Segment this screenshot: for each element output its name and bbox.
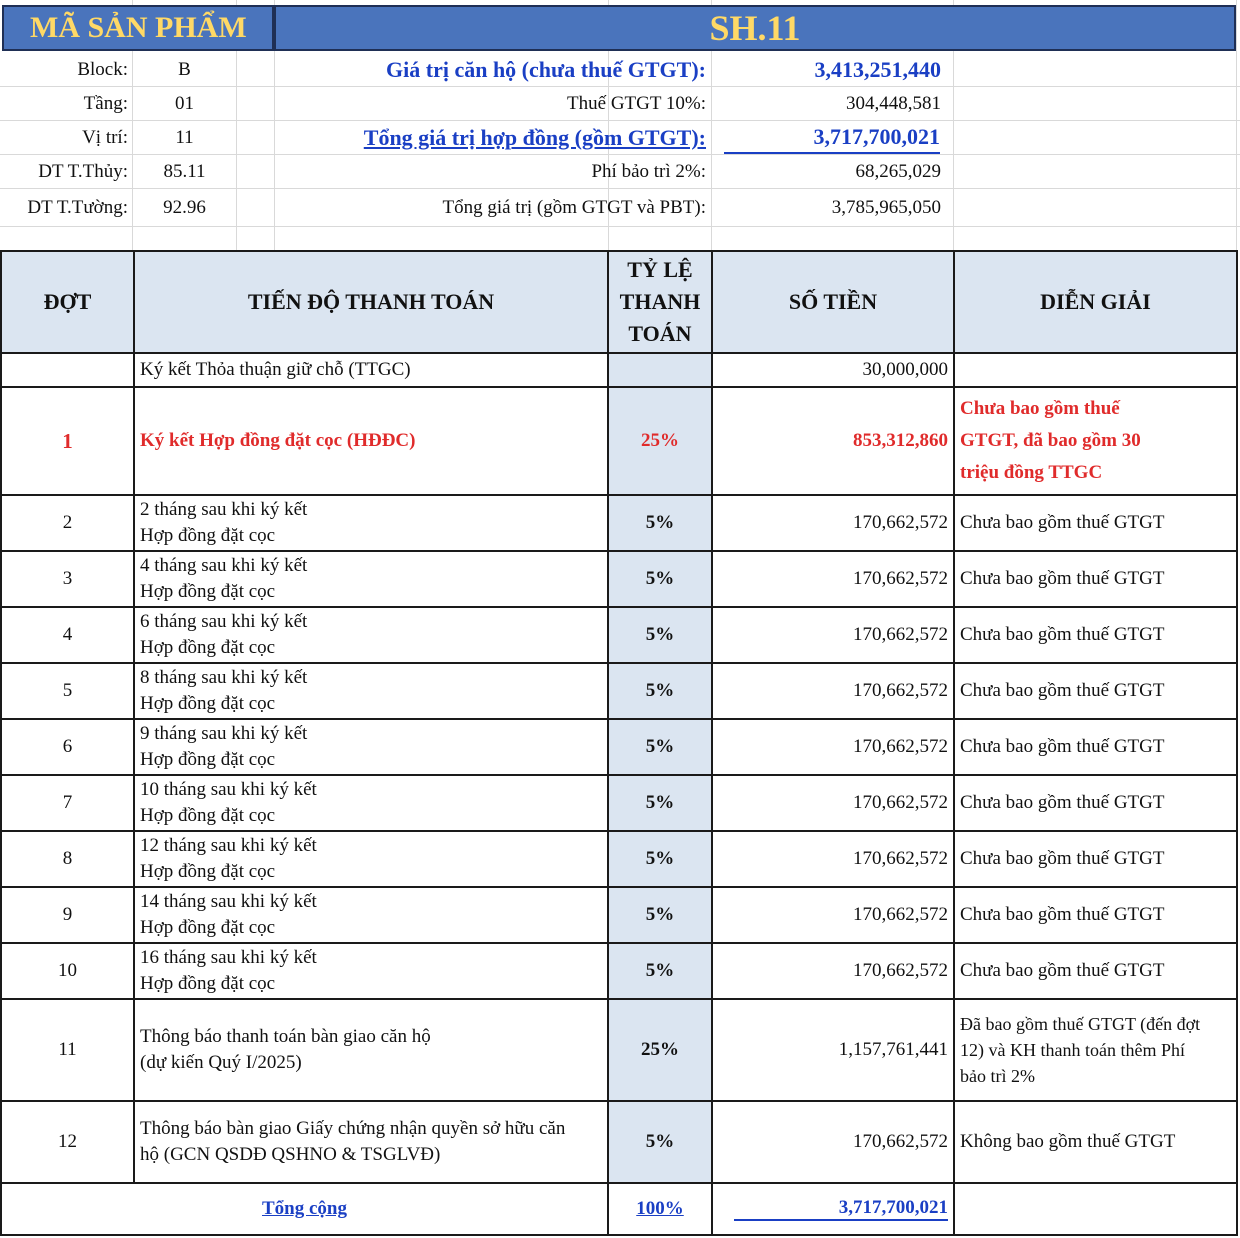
cell-step: Ký kết Hợp đồng đặt cọc (HĐĐC) bbox=[134, 387, 608, 495]
header-dot: ĐỢT bbox=[1, 251, 134, 353]
price-value-base: 3,413,251,440 bbox=[814, 57, 941, 82]
table-row bbox=[1, 607, 1237, 663]
step-line: Hợp đồng đặt cọc bbox=[140, 805, 276, 826]
gridline bbox=[0, 120, 1240, 121]
cell-desc: Không bao gồm thuế GTGT bbox=[954, 1101, 1237, 1183]
price-label-base: Giá trị căn hộ (chưa thuế GTGT): bbox=[386, 57, 706, 82]
step-line: 2 tháng sau khi ký kết bbox=[140, 499, 308, 520]
cell-desc: Chưa bao gồm thuế GTGT bbox=[954, 495, 1237, 551]
table-row bbox=[1, 663, 1237, 719]
info-value-block: B bbox=[178, 59, 191, 80]
cell-rate: 5% bbox=[608, 775, 712, 831]
cell-step bbox=[134, 831, 608, 887]
step-line: (dự kiến Quý I/2025) bbox=[140, 1052, 302, 1073]
info-value-floor: 01 bbox=[175, 93, 194, 114]
table-row-reservation bbox=[1, 353, 1237, 387]
step-line: Hợp đồng đặt cọc bbox=[140, 917, 276, 938]
cell-amount: 170,662,572 bbox=[712, 831, 954, 887]
cell-dot: 10 bbox=[1, 943, 134, 999]
payment-schedule-table bbox=[0, 250, 1238, 1236]
cell-step bbox=[134, 495, 608, 551]
table-row bbox=[1, 887, 1237, 943]
cell-dot: 3 bbox=[1, 551, 134, 607]
info-label-area-inner: DT T.Thủy: bbox=[38, 161, 128, 182]
table-row-installment-11 bbox=[1, 999, 1237, 1101]
product-code-value: SH.11 bbox=[274, 5, 1236, 51]
header-amount: SỐ TIỀN bbox=[712, 251, 954, 353]
gridline bbox=[0, 154, 1240, 155]
gridline bbox=[1236, 0, 1237, 250]
cell-amount: 853,312,860 bbox=[712, 387, 954, 495]
step-line: Hợp đồng đặt cọc bbox=[140, 693, 276, 714]
cell-amount: 170,662,572 bbox=[712, 1101, 954, 1183]
step-line: Thông báo bàn giao Giấy chứng nhận quyền sở hữu căn bbox=[140, 1118, 566, 1139]
cell-desc: Chưa bao gồm thuế GTGT bbox=[954, 719, 1237, 775]
cell-desc bbox=[954, 353, 1237, 387]
cell-dot: 9 bbox=[1, 887, 134, 943]
header-rate-line: TOÁN bbox=[628, 321, 692, 346]
step-line: 12 tháng sau khi ký kết bbox=[140, 835, 317, 856]
table-row bbox=[1, 551, 1237, 607]
cell-rate: 25% bbox=[608, 999, 712, 1101]
cell-dot: 12 bbox=[1, 1101, 134, 1183]
step-line: Hợp đồng đặt cọc bbox=[140, 525, 276, 546]
price-value-contract-total: 3,717,700,021 bbox=[724, 122, 940, 154]
step-line: 6 tháng sau khi ký kết bbox=[140, 611, 308, 632]
cell-step bbox=[134, 999, 608, 1101]
total-amount-cell bbox=[712, 1183, 954, 1235]
info-value-position: 11 bbox=[175, 127, 194, 148]
step-line: Hợp đồng đặt cọc bbox=[140, 637, 276, 658]
cell-amount: 170,662,572 bbox=[712, 887, 954, 943]
cell-desc: Chưa bao gồm thuế GTGT bbox=[954, 887, 1237, 943]
cell-rate: 5% bbox=[608, 887, 712, 943]
info-label-position: Vị trí: bbox=[82, 127, 128, 148]
step-line: Hợp đồng đặt cọc bbox=[140, 861, 276, 882]
table-row bbox=[1, 719, 1237, 775]
cell-rate: 5% bbox=[608, 943, 712, 999]
total-label: Tổng cộng bbox=[1, 1183, 608, 1235]
cell-step bbox=[134, 1101, 608, 1183]
info-label-area-wall: DT T.Tường: bbox=[27, 197, 128, 218]
step-line: Hợp đồng đặt cọc bbox=[140, 749, 276, 770]
product-code-label: MÃ SẢN PHẨM bbox=[2, 5, 274, 51]
price-value-vat: 304,448,581 bbox=[846, 93, 941, 114]
info-label-floor: Tầng: bbox=[83, 93, 128, 114]
cell-rate bbox=[608, 353, 712, 387]
step-line: Hợp đồng đặt cọc bbox=[140, 973, 276, 994]
header-rate-line: THANH bbox=[619, 289, 701, 314]
cell-dot: 6 bbox=[1, 719, 134, 775]
desc-line: Chưa bao gồm thuế bbox=[960, 398, 1120, 419]
header-desc: DIỄN GIẢI bbox=[954, 251, 1237, 353]
cell-dot: 2 bbox=[1, 495, 134, 551]
table-header-row bbox=[1, 251, 1237, 353]
gridline bbox=[0, 86, 1240, 87]
cell-step bbox=[134, 775, 608, 831]
cell-desc: Chưa bao gồm thuế GTGT bbox=[954, 663, 1237, 719]
cell-amount: 170,662,572 bbox=[712, 943, 954, 999]
cell-step bbox=[134, 607, 608, 663]
cell-amount: 170,662,572 bbox=[712, 719, 954, 775]
cell-desc: Chưa bao gồm thuế GTGT bbox=[954, 551, 1237, 607]
table-row bbox=[1, 831, 1237, 887]
cell-rate: 5% bbox=[608, 663, 712, 719]
step-line: 8 tháng sau khi ký kết bbox=[140, 667, 308, 688]
step-line: 10 tháng sau khi ký kết bbox=[140, 779, 317, 800]
cell-dot: 11 bbox=[1, 999, 134, 1101]
cell-dot: 5 bbox=[1, 663, 134, 719]
step-line: 9 tháng sau khi ký kết bbox=[140, 723, 308, 744]
cell-step bbox=[134, 663, 608, 719]
header-rate-line: TỶ LỆ bbox=[627, 257, 693, 282]
table-row-total bbox=[1, 1183, 1237, 1235]
cell-amount: 170,662,572 bbox=[712, 495, 954, 551]
info-value-area-inner: 85.11 bbox=[163, 161, 206, 182]
price-value-maintenance: 68,265,029 bbox=[855, 161, 941, 182]
header-rate bbox=[608, 251, 712, 353]
cell-rate: 5% bbox=[608, 719, 712, 775]
cell-amount: 30,000,000 bbox=[712, 353, 954, 387]
cell-rate: 5% bbox=[608, 607, 712, 663]
info-value-area-wall: 92.96 bbox=[163, 197, 206, 218]
price-label-grand-total: Tổng giá trị (gồm GTGT và PBT): bbox=[442, 197, 706, 218]
gridline bbox=[0, 226, 1240, 227]
cell-desc bbox=[954, 1183, 1237, 1235]
cell-step bbox=[134, 551, 608, 607]
step-line: 16 tháng sau khi ký kết bbox=[140, 947, 317, 968]
cell-rate: 25% bbox=[608, 387, 712, 495]
cell-dot: 8 bbox=[1, 831, 134, 887]
cell-rate: 5% bbox=[608, 551, 712, 607]
cell-desc bbox=[954, 999, 1237, 1101]
cell-step bbox=[134, 887, 608, 943]
table-row-installment-12 bbox=[1, 1101, 1237, 1183]
cell-dot bbox=[1, 353, 134, 387]
cell-desc bbox=[954, 387, 1237, 495]
desc-line: GTGT, đã bao gồm 30 bbox=[960, 430, 1141, 451]
cell-rate: 5% bbox=[608, 1101, 712, 1183]
cell-amount: 170,662,572 bbox=[712, 775, 954, 831]
desc-line: triệu đồng TTGC bbox=[960, 462, 1103, 483]
desc-line: 12) và KH thanh toán thêm Phí bbox=[960, 1040, 1185, 1060]
step-line: 4 tháng sau khi ký kết bbox=[140, 555, 308, 576]
gridline bbox=[0, 188, 1240, 189]
cell-amount: 170,662,572 bbox=[712, 607, 954, 663]
cell-desc: Chưa bao gồm thuế GTGT bbox=[954, 775, 1237, 831]
cell-step bbox=[134, 943, 608, 999]
price-value-grand-total: 3,785,965,050 bbox=[831, 197, 941, 218]
step-line: 14 tháng sau khi ký kết bbox=[140, 891, 317, 912]
table-row bbox=[1, 495, 1237, 551]
cell-dot: 7 bbox=[1, 775, 134, 831]
table-row bbox=[1, 775, 1237, 831]
step-line: hộ (GCN QSDĐ QSHNO & TSGLVĐ) bbox=[140, 1144, 441, 1165]
total-rate: 100% bbox=[608, 1183, 712, 1235]
cell-dot: 1 bbox=[1, 387, 134, 495]
step-line: Thông báo thanh toán bàn giao căn hộ bbox=[140, 1026, 431, 1047]
cell-desc: Chưa bao gồm thuế GTGT bbox=[954, 943, 1237, 999]
cell-dot: 4 bbox=[1, 607, 134, 663]
cell-amount: 170,662,572 bbox=[712, 551, 954, 607]
info-label-block: Block: bbox=[77, 59, 128, 80]
price-label-vat: Thuế GTGT 10%: bbox=[567, 93, 706, 114]
total-amount: 3,717,700,021 bbox=[734, 1197, 948, 1221]
table-row-installment-1 bbox=[1, 387, 1237, 495]
header-progress: TIẾN ĐỘ THANH TOÁN bbox=[134, 251, 608, 353]
table-row bbox=[1, 943, 1237, 999]
cell-step: Ký kết Thỏa thuận giữ chỗ (TTGC) bbox=[134, 353, 608, 387]
cell-rate: 5% bbox=[608, 831, 712, 887]
cell-amount: 170,662,572 bbox=[712, 663, 954, 719]
cell-step bbox=[134, 719, 608, 775]
step-line: Hợp đồng đặt cọc bbox=[140, 581, 276, 602]
price-label-contract-total: Tổng giá trị hợp đồng (gồm GTGT): bbox=[363, 125, 706, 150]
desc-line: Đã bao gồm thuế GTGT (đến đợt bbox=[960, 1014, 1201, 1034]
desc-line: bảo trì 2% bbox=[960, 1066, 1035, 1086]
cell-desc: Chưa bao gồm thuế GTGT bbox=[954, 607, 1237, 663]
cell-amount: 1,157,761,441 bbox=[712, 999, 954, 1101]
cell-rate: 5% bbox=[608, 495, 712, 551]
price-label-maintenance: Phí bảo trì 2%: bbox=[591, 161, 706, 182]
cell-desc: Chưa bao gồm thuế GTGT bbox=[954, 831, 1237, 887]
